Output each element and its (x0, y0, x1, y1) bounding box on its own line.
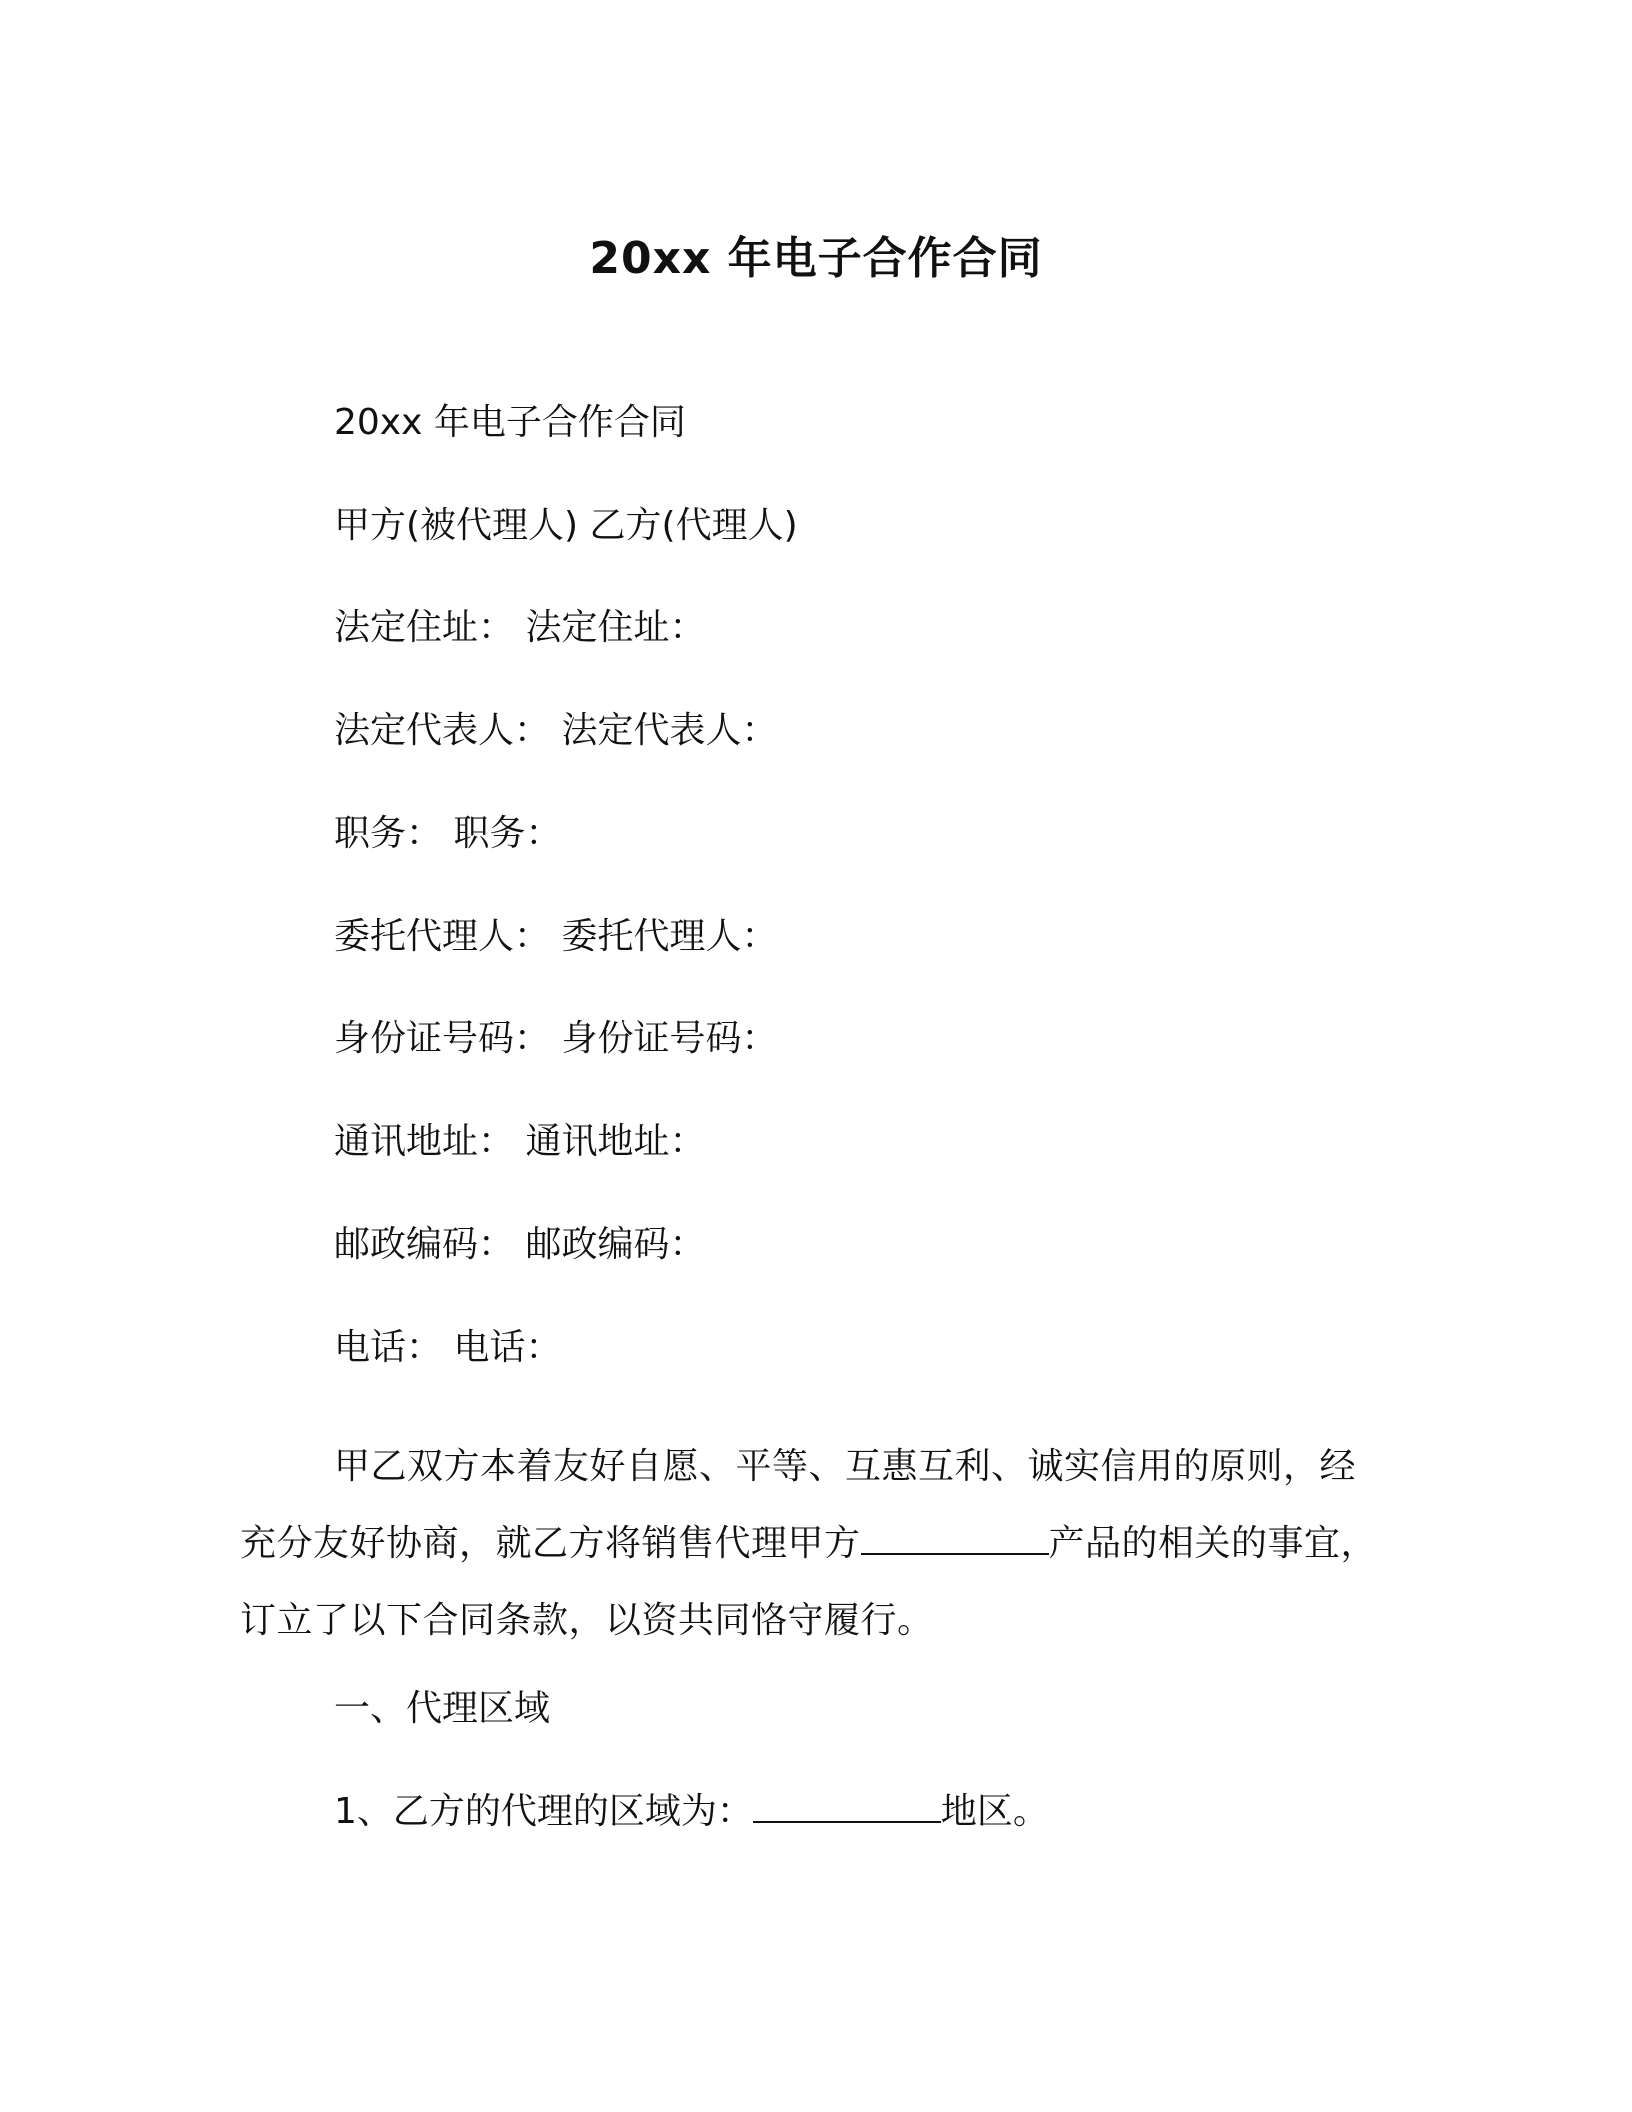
document-subtitle: 20xx 年电子合作合同 (334, 402, 686, 443)
parties-line: 甲方(被代理人) 乙方(代理人) (334, 505, 798, 546)
field-position: 职务： 职务： (334, 813, 562, 854)
intro-text-after: 产品的相关的事宜，订立了以下合同条款，以资共同恪守履行。 (240, 1523, 1378, 1641)
field-authorized-agent: 委托代理人： 委托代理人： (334, 916, 778, 957)
clause-1-text-after: 地区。 (940, 1791, 1049, 1832)
section-heading-agency-region: 一、代理区域 (334, 1688, 551, 1729)
field-phone: 电话： 电话： (334, 1327, 562, 1368)
document-title: 20xx 年电子合作合同 (589, 233, 1043, 284)
field-legal-representative: 法定代表人： 法定代表人： (334, 710, 778, 751)
field-mailing-address: 通讯地址： 通讯地址： (334, 1121, 706, 1162)
clause-1 (334, 1787, 1049, 1837)
product-blank (861, 1523, 1049, 1555)
field-id-number: 身份证号码： 身份证号码： (334, 1018, 778, 1059)
field-legal-address: 法定住址： 法定住址： (334, 607, 706, 648)
clause-1-text-before: 1、乙方的代理的区域为： (334, 1791, 753, 1832)
intro-paragraph (240, 1428, 1380, 1659)
region-blank (753, 1791, 941, 1823)
field-postal-code: 邮政编码： 邮政编码： (334, 1224, 706, 1265)
intro-text-before: 甲乙双方本着友好自愿、平等、互惠互利、诚实信用的原则，经充分友好协商，就乙方将销售代理甲方 (240, 1446, 1357, 1564)
